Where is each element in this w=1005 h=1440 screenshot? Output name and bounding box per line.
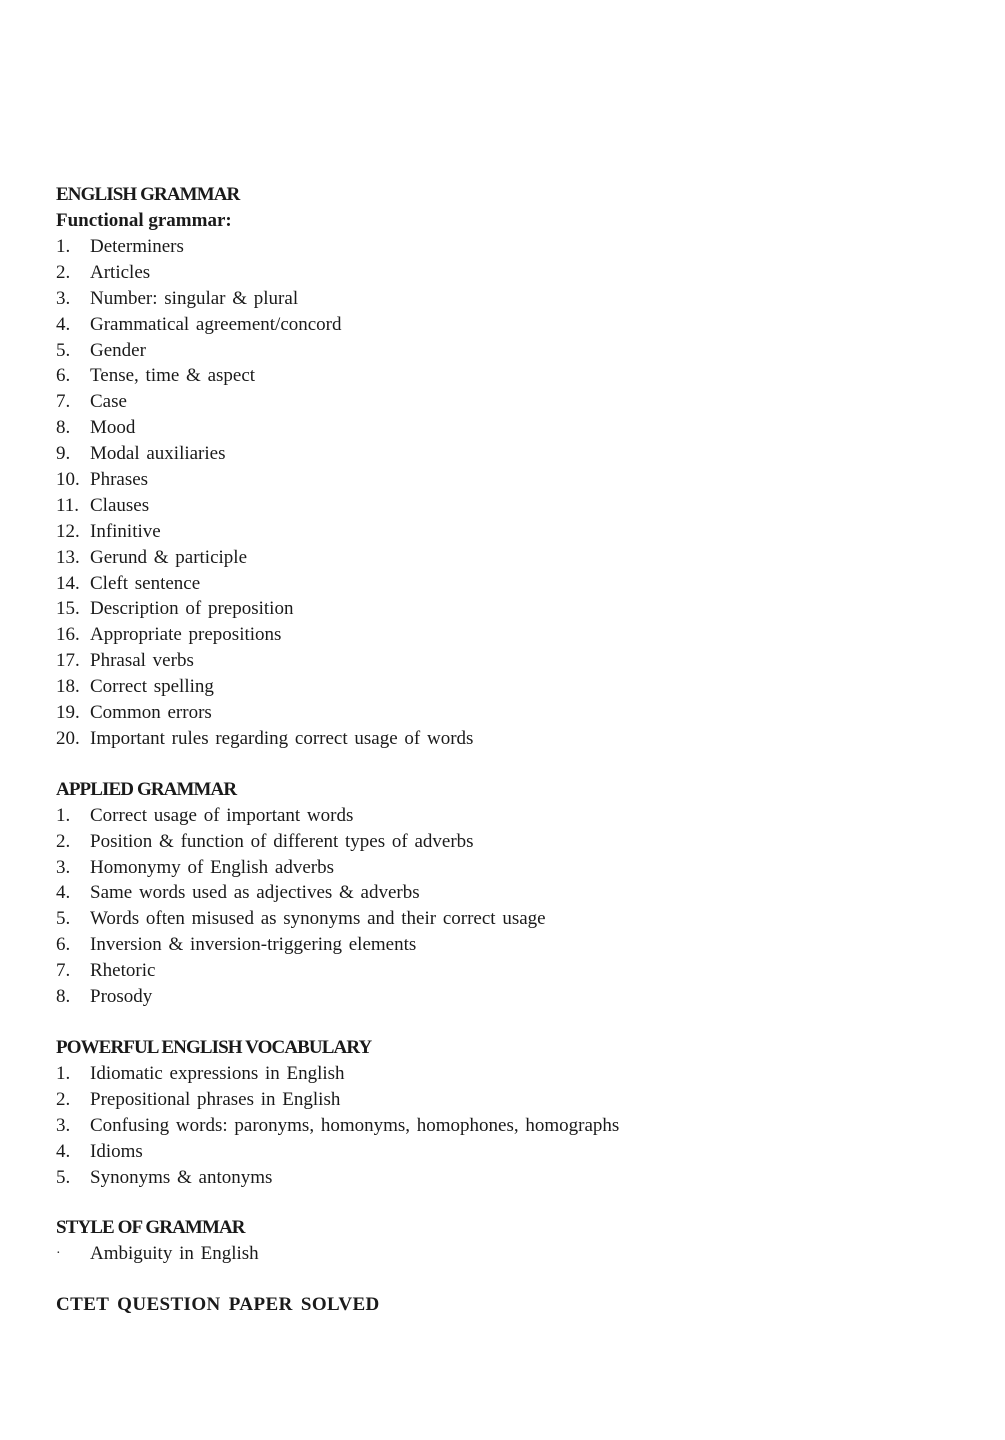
item-number: 1. (56, 236, 71, 257)
section-style-of-grammar (56, 1215, 956, 1267)
section-ctet (56, 1292, 956, 1318)
item-text: Cleft sentence (90, 572, 201, 594)
list-item (56, 958, 956, 984)
item-text: Clauses (90, 494, 150, 516)
item-text: Ambiguity in English (90, 1243, 259, 1265)
list-item (56, 648, 956, 674)
section-applied-grammar (56, 777, 956, 1010)
list-item (56, 467, 956, 493)
item-number: 2. (56, 261, 71, 283)
item-number: 4. (56, 313, 71, 335)
item-text: Position & function of different types of adverbs (90, 830, 474, 852)
list-item (56, 312, 956, 338)
item-text: Infinitive (90, 520, 161, 542)
item-number: 6. (56, 365, 71, 387)
item-text: Common errors (90, 702, 212, 724)
list-item (56, 932, 956, 958)
section-subheading: Functional grammar: (56, 210, 232, 231)
item-number: 3. (56, 1114, 71, 1136)
section-heading: APPLIED GRAMMAR (56, 778, 237, 800)
item-number: 19. (56, 702, 80, 724)
item-text: Synonyms & antonyms (90, 1166, 273, 1188)
item-text: Gender (90, 339, 146, 361)
item-text: Confusing words: paronyms, homonyms, homophones, homographs (90, 1114, 620, 1136)
list-item (56, 389, 956, 415)
list-item (56, 906, 956, 932)
item-number: 10. (56, 469, 80, 491)
item-number: 6. (56, 934, 71, 956)
item-number: 7. (56, 960, 71, 982)
document-page (56, 182, 956, 1318)
item-text: Prepositional phrases in English (90, 1088, 341, 1110)
topic-list (56, 234, 956, 752)
item-number: 3. (56, 287, 71, 309)
item-number: 2. (56, 1088, 71, 1110)
item-text: Tense, time & aspect (90, 365, 256, 387)
list-item (56, 571, 956, 597)
list-item (56, 622, 956, 648)
item-text: Homonymy of English adverbs (90, 856, 335, 878)
item-number: 8. (56, 986, 71, 1008)
item-number: 15. (56, 598, 80, 620)
list-item (56, 1139, 956, 1165)
item-number: 20. (56, 727, 80, 749)
item-text: Articles (90, 261, 151, 283)
item-number: 17. (56, 650, 80, 672)
list-item (56, 519, 956, 545)
list-item (56, 415, 956, 441)
list-item (56, 260, 956, 286)
list-item (56, 1061, 956, 1087)
topic-list (56, 1241, 956, 1267)
item-number: 16. (56, 624, 80, 646)
list-item (56, 596, 956, 622)
item-text: Appropriate prepositions (90, 624, 282, 646)
item-text: Important rules regarding correct usage of words (90, 727, 474, 749)
item-number: 7. (56, 391, 71, 413)
item-text: Idiomatic expressions in English (90, 1062, 345, 1084)
list-item (56, 441, 956, 467)
section-english-grammar (56, 182, 956, 752)
item-text: Prosody (90, 986, 153, 1008)
section-heading: POWERFUL ENGLISH VOCABULARY (56, 1036, 372, 1058)
item-text: Correct spelling (90, 676, 214, 698)
list-item (56, 1165, 956, 1191)
topic-list (56, 1061, 956, 1190)
list-item (56, 1241, 956, 1267)
item-text: Gerund & participle (90, 546, 248, 568)
list-item (56, 829, 956, 855)
list-item (56, 338, 956, 364)
item-text: Determiners (90, 236, 184, 257)
item-number: 9. (56, 443, 71, 465)
section-vocabulary (56, 1035, 956, 1190)
list-item (56, 493, 956, 519)
section-heading: STYLE OF GRAMMAR (56, 1217, 245, 1239)
list-item (56, 1087, 956, 1113)
bullet-marker: · (56, 1246, 61, 1262)
list-item (56, 803, 956, 829)
section-heading: ENGLISH GRAMMAR (56, 184, 240, 205)
item-number: 5. (56, 339, 71, 361)
item-text: Phrases (90, 469, 149, 491)
item-number: 3. (56, 856, 71, 878)
list-item (56, 1113, 956, 1139)
topic-list (56, 803, 956, 1010)
item-number: 12. (56, 520, 80, 542)
item-number: 14. (56, 572, 80, 594)
item-number: 1. (56, 804, 71, 826)
item-text: Rhetoric (90, 960, 156, 982)
item-number: 4. (56, 882, 71, 904)
item-text: Inversion & inversion-triggering elements (90, 934, 417, 956)
item-number: 5. (56, 908, 71, 930)
item-text: Description of preposition (90, 598, 294, 620)
item-text: Same words used as adjectives & adverbs (90, 882, 420, 904)
item-text: Modal auxiliaries (90, 443, 226, 465)
list-item (56, 855, 956, 881)
item-text: Idioms (90, 1140, 143, 1162)
list-item (56, 234, 956, 260)
item-text: Grammatical agreement/concord (90, 313, 342, 335)
section-heading: CTET QUESTION PAPER SOLVED (56, 1294, 380, 1316)
list-item (56, 880, 956, 906)
item-text: Words often misused as synonyms and their correct usage (90, 908, 546, 930)
item-number: 5. (56, 1166, 71, 1188)
item-number: 11. (56, 494, 80, 516)
list-item (56, 674, 956, 700)
item-text: Correct usage of important words (90, 804, 354, 826)
list-item (56, 363, 956, 389)
list-item (56, 700, 956, 726)
item-text: Number: singular & plural (90, 287, 299, 309)
item-text: Phrasal verbs (90, 650, 194, 672)
item-number: 18. (56, 676, 80, 698)
item-number: 2. (56, 830, 71, 852)
item-text: Case (90, 391, 127, 413)
item-number: 1. (56, 1062, 71, 1084)
list-item (56, 545, 956, 571)
item-number: 8. (56, 417, 71, 439)
item-number: 4. (56, 1140, 71, 1162)
item-text: Mood (90, 417, 136, 439)
list-item (56, 286, 956, 312)
list-item (56, 726, 956, 752)
list-item (56, 984, 956, 1010)
item-number: 13. (56, 546, 80, 568)
